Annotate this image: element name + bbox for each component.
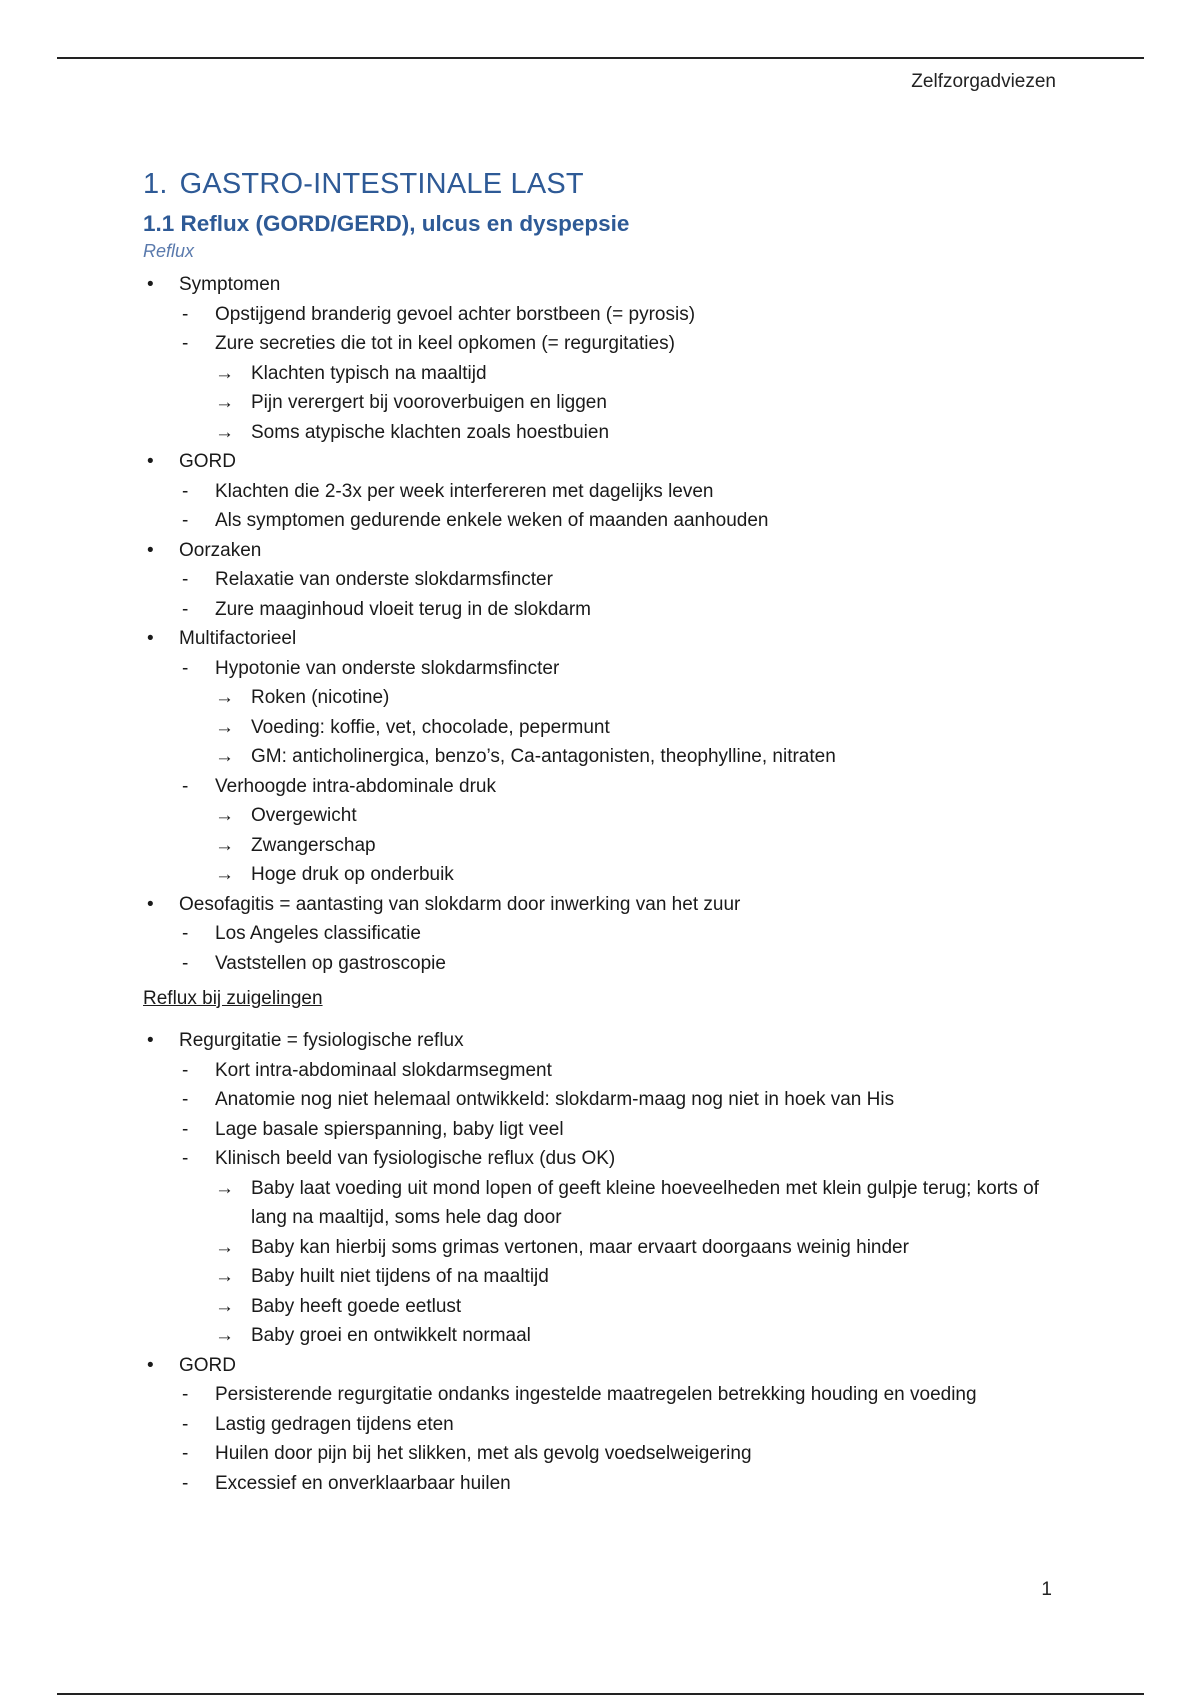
page-number: 1 <box>1041 1579 1052 1600</box>
arrow-list-item <box>215 801 1063 831</box>
arrow-list-item-text: Baby groei en ontwikkelt normaal <box>251 1325 531 1346</box>
sub-list-item <box>179 772 1063 890</box>
arrow-list-item <box>215 683 1063 713</box>
dash-icon: - <box>182 923 189 944</box>
infant-reflux-heading: Reflux bij zuigelingen <box>143 988 323 1009</box>
sub-list <box>179 300 1063 448</box>
bullet-icon: • <box>147 539 154 561</box>
sub-list-item <box>179 1439 1063 1469</box>
list-item-text: GORD <box>179 1354 236 1376</box>
sub-list-item-text: Relaxatie van onderste slokdarmsfincter <box>215 569 553 590</box>
running-header: Zelfzorgadviezen <box>911 71 1056 92</box>
dash-icon: - <box>182 1148 189 1169</box>
arrow-list-item <box>215 1233 1063 1263</box>
arrow-list-item-text: Hoge druk op onderbuik <box>251 864 454 885</box>
arrow-list-item <box>215 388 1063 418</box>
sub-list <box>179 1380 1063 1498</box>
arrow-right-icon: → <box>215 1325 234 1346</box>
arrow-list-item <box>215 1174 1063 1233</box>
sub-list-item-text: Verhoogde intra-abdominale druk <box>215 775 496 797</box>
arrow-right-icon: → <box>215 746 234 767</box>
reflux-list <box>143 270 1063 978</box>
sub-list-item-text: Kort intra-abdominaal slokdarmsegment <box>215 1059 552 1081</box>
sub-list-item <box>179 1469 1063 1499</box>
bullet-icon: • <box>147 1354 154 1376</box>
arrow-list-item <box>215 831 1063 861</box>
sub-list <box>179 565 1063 624</box>
sub-list-item <box>179 477 1063 507</box>
document-body <box>143 168 1063 1498</box>
dash-icon: - <box>182 598 189 620</box>
sub-list-item-text: Persisterende regurgitatie ondanks ingestelde maatregelen betrekking houding en voeding <box>215 1384 977 1405</box>
chapter-heading <box>143 168 1063 201</box>
sub-list <box>179 1056 1063 1351</box>
list-item-text: Symptomen <box>179 274 281 295</box>
dash-icon: - <box>182 333 189 354</box>
chapter-number: 1. <box>143 168 168 200</box>
bullet-icon: • <box>147 451 154 472</box>
list-item <box>143 1351 1063 1499</box>
sub-list-item-text: Opstijgend branderig gevoel achter borstbeen (= pyrosis) <box>215 303 696 325</box>
dash-icon: - <box>182 1089 189 1110</box>
arrow-list-item-text: Pijn verergert bij vooroverbuigen en liggen <box>251 392 607 413</box>
infant-reflux-list <box>143 1026 1063 1498</box>
arrow-right-icon: → <box>215 1177 234 1199</box>
arrow-right-icon: → <box>215 687 234 708</box>
dash-icon: - <box>182 775 189 797</box>
arrow-list-item-text: Zwangerschap <box>251 834 376 856</box>
dash-icon: - <box>182 1472 189 1494</box>
list-item <box>143 1026 1063 1351</box>
arrow-right-icon: → <box>215 1295 234 1317</box>
arrow-right-icon: → <box>215 362 234 384</box>
arrow-list-item-text: Baby kan hierbij soms grimas vertonen, maar ervaart doorgaans weinig hinder <box>251 1236 909 1258</box>
arrow-list <box>215 801 1063 890</box>
arrow-list-item-text: Klachten typisch na maaltijd <box>251 362 487 384</box>
arrow-list <box>215 683 1063 772</box>
bullet-icon: • <box>147 1030 154 1051</box>
bullet-icon: • <box>147 274 154 295</box>
sub-list-item-text: Zure secreties die tot in keel opkomen (= regurgitaties) <box>215 333 675 354</box>
arrow-list-item <box>215 860 1063 890</box>
sub-list-item-text: Excessief en onverklaarbaar huilen <box>215 1472 511 1494</box>
sub-list <box>179 477 1063 536</box>
footer-rule <box>57 1693 1144 1695</box>
sub-list-item <box>179 654 1063 772</box>
arrow-list-item <box>215 713 1063 743</box>
sub-list-item <box>179 1085 1063 1115</box>
sub-list-item-text: Zure maaginhoud vloeit terug in de slokdarm <box>215 598 591 620</box>
arrow-list-item-text: Soms atypische klachten zoals hoestbuien <box>251 421 610 443</box>
arrow-list-item <box>215 1262 1063 1292</box>
dash-icon: - <box>182 1059 189 1081</box>
sub-list <box>179 919 1063 978</box>
dash-icon: - <box>182 510 189 531</box>
sub-list-item-text: Huilen door pijn bij het slikken, met als gevolg voedselweigering <box>215 1443 752 1464</box>
arrow-right-icon: → <box>215 392 234 413</box>
list-item-text: Multifactorieel <box>179 628 297 649</box>
arrow-right-icon: → <box>215 834 234 856</box>
header-rule <box>57 57 1144 59</box>
arrow-list-item-text: Roken (nicotine) <box>251 687 390 708</box>
arrow-list-item-text: Voeding: koffie, vet, chocolade, pepermunt <box>251 716 610 738</box>
bullet-icon: • <box>147 628 154 649</box>
list-item-text: GORD <box>179 451 236 472</box>
arrow-right-icon: → <box>215 864 234 885</box>
arrow-list-item-text: GM: anticholinergica, benzo’s, Ca-antagonisten, theophylline, nitraten <box>251 746 836 767</box>
list-item-text: Oesofagitis = aantasting van slokdarm door inwerking van het zuur <box>179 893 741 915</box>
arrow-list-item-text: Baby heeft goede eetlust <box>251 1295 462 1317</box>
list-item-text: Oorzaken <box>179 539 262 561</box>
sub-list-item-text: Vaststellen op gastroscopie <box>215 952 446 974</box>
sub-list-item-text: Hypotonie van onderste slokdarmsfincter <box>215 657 560 679</box>
sub-list-item-text: Klinisch beeld van fysiologische reflux (dus OK) <box>215 1148 616 1169</box>
list-item <box>143 536 1063 625</box>
sub-list-item-text: Anatomie nog niet helemaal ontwikkeld: slokdarm-maag nog niet in hoek van His <box>215 1089 895 1110</box>
arrow-right-icon: → <box>215 1236 234 1258</box>
arrow-list-item-text: Overgewicht <box>251 805 357 826</box>
sub-list-item <box>179 329 1063 447</box>
arrow-list-item <box>215 742 1063 772</box>
section-heading: 1.1 Reflux (GORD/GERD), ulcus en dyspepsie <box>143 211 630 236</box>
sub-list-item <box>179 949 1063 979</box>
list-item-text: Regurgitatie = fysiologische reflux <box>179 1030 464 1051</box>
list-item <box>143 890 1063 979</box>
arrow-list <box>215 359 1063 448</box>
sub-list-item-text: Lage basale spierspanning, baby ligt veel <box>215 1118 564 1140</box>
sub-list-item-text: Los Angeles classificatie <box>215 923 421 944</box>
dash-icon: - <box>182 1413 189 1435</box>
sub-list <box>179 654 1063 890</box>
arrow-list <box>215 1174 1063 1351</box>
sub-list-item-text: Als symptomen gedurende enkele weken of maanden aanhouden <box>215 510 769 531</box>
arrow-right-icon: → <box>215 1266 234 1287</box>
arrow-right-icon: → <box>215 805 234 826</box>
sub-list-item <box>179 1380 1063 1410</box>
dash-icon: - <box>182 657 189 679</box>
arrow-list-item <box>215 359 1063 389</box>
arrow-right-icon: → <box>215 421 234 443</box>
sub-list-item <box>179 595 1063 625</box>
sub-list-item <box>179 1410 1063 1440</box>
dash-icon: - <box>182 1384 189 1405</box>
subsection-heading: Reflux <box>143 241 195 261</box>
list-item <box>143 270 1063 447</box>
list-item <box>143 624 1063 890</box>
sub-list-item <box>179 506 1063 536</box>
dash-icon: - <box>182 1118 189 1140</box>
sub-list-item-text: Lastig gedragen tijdens eten <box>215 1413 454 1435</box>
sub-list-item-text: Klachten die 2-3x per week interfereren met dagelijks leven <box>215 480 714 502</box>
sub-list-item <box>179 565 1063 595</box>
dash-icon: - <box>182 1443 189 1464</box>
bullet-icon: • <box>147 893 154 915</box>
sub-list-item <box>179 1144 1063 1351</box>
dash-icon: - <box>182 480 189 502</box>
arrow-right-icon: → <box>215 716 234 738</box>
dash-icon: - <box>182 303 189 325</box>
arrow-list-item-text: Baby huilt niet tijdens of na maaltijd <box>251 1266 549 1287</box>
sub-list-item <box>179 1056 1063 1086</box>
list-item <box>143 447 1063 536</box>
arrow-list-item <box>215 418 1063 448</box>
chapter-title: GASTRO-INTESTINALE LAST <box>179 168 584 200</box>
arrow-list-item-text: Baby laat voeding uit mond lopen of geeft kleine hoeveelheden met klein gulpje terug; korts of lang na maaltijd, soms hele dag door <box>251 1177 1039 1228</box>
dash-icon: - <box>182 952 189 974</box>
arrow-list-item <box>215 1321 1063 1351</box>
dash-icon: - <box>182 569 189 590</box>
arrow-list-item <box>215 1292 1063 1322</box>
sub-list-item <box>179 300 1063 330</box>
sub-list-item <box>179 1115 1063 1145</box>
sub-list-item <box>179 919 1063 949</box>
